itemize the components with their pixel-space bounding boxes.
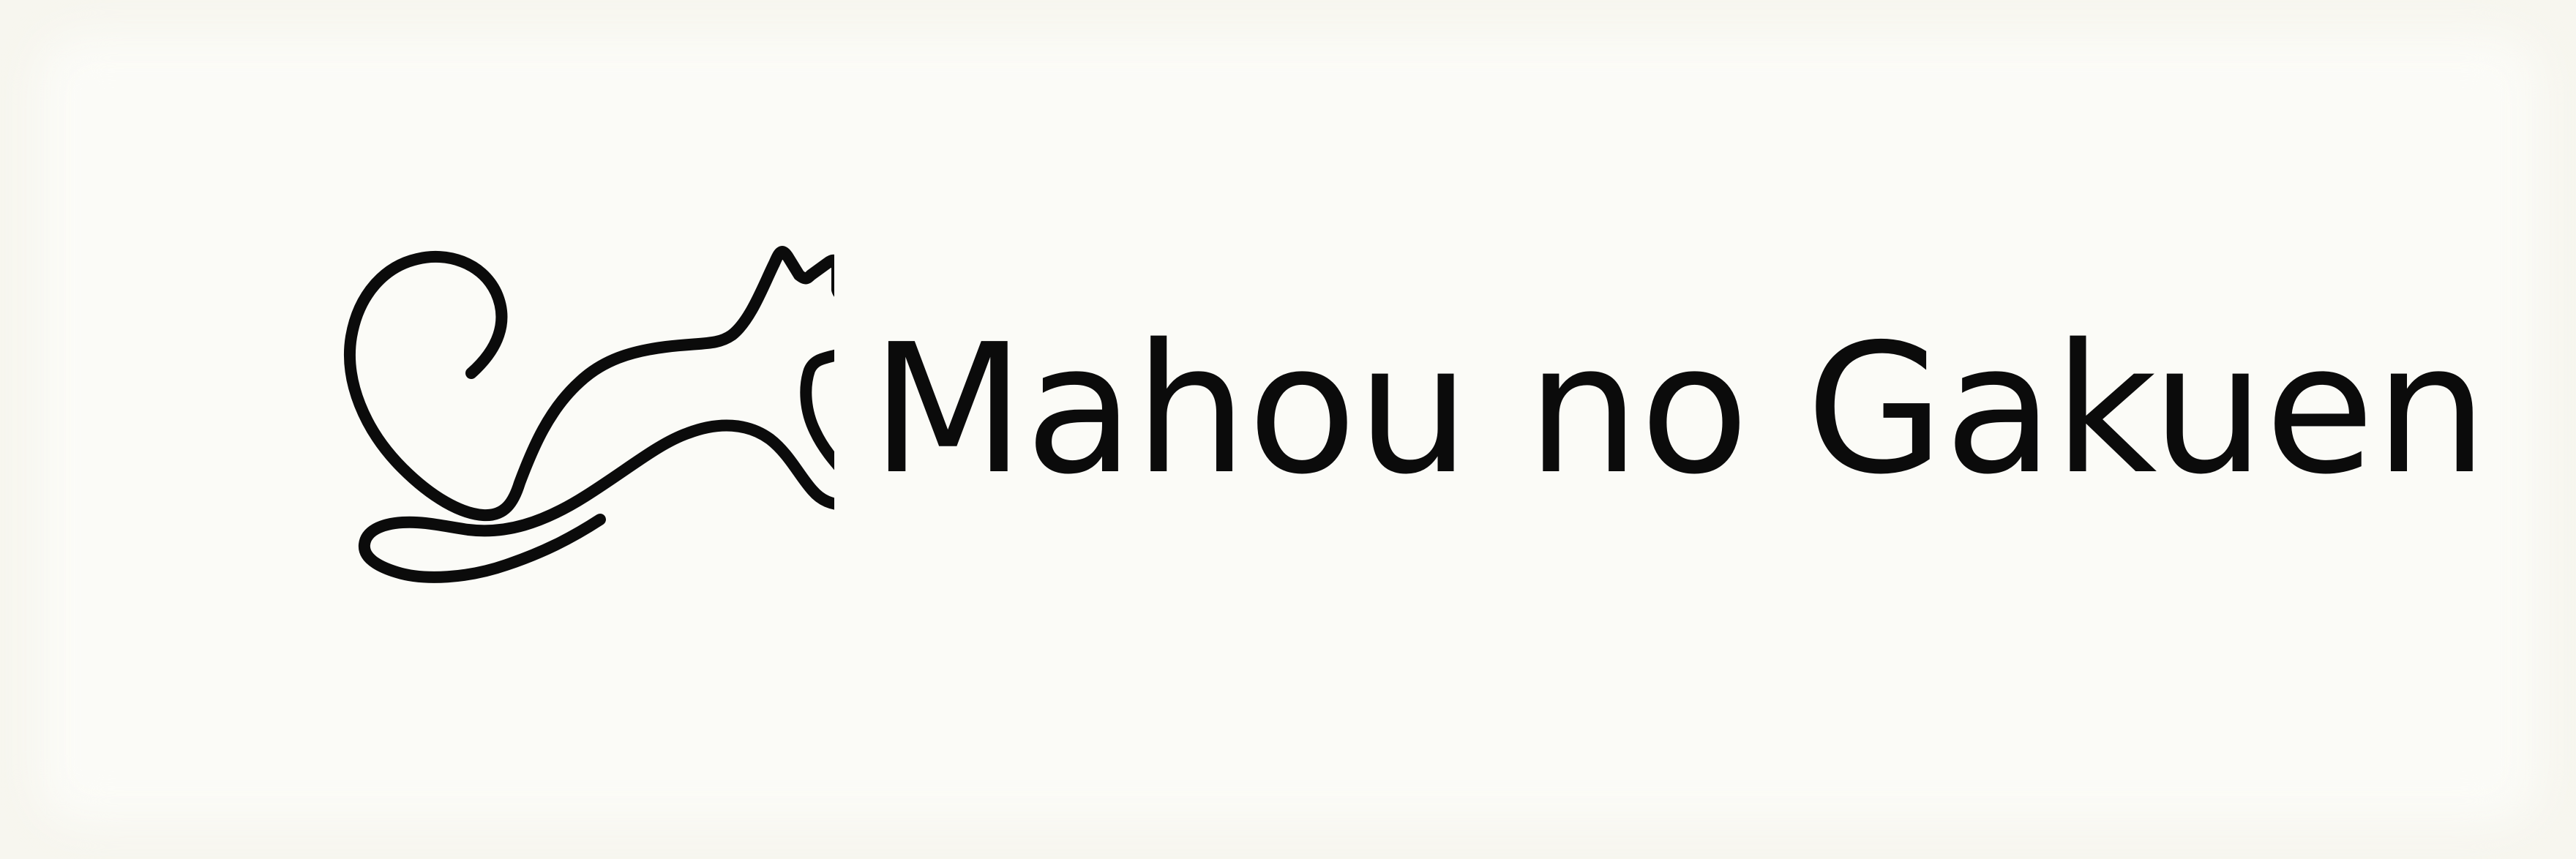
brand-wordmark: Mahou no Gakuen <box>871 306 2488 514</box>
cat-outline-icon <box>322 227 834 593</box>
